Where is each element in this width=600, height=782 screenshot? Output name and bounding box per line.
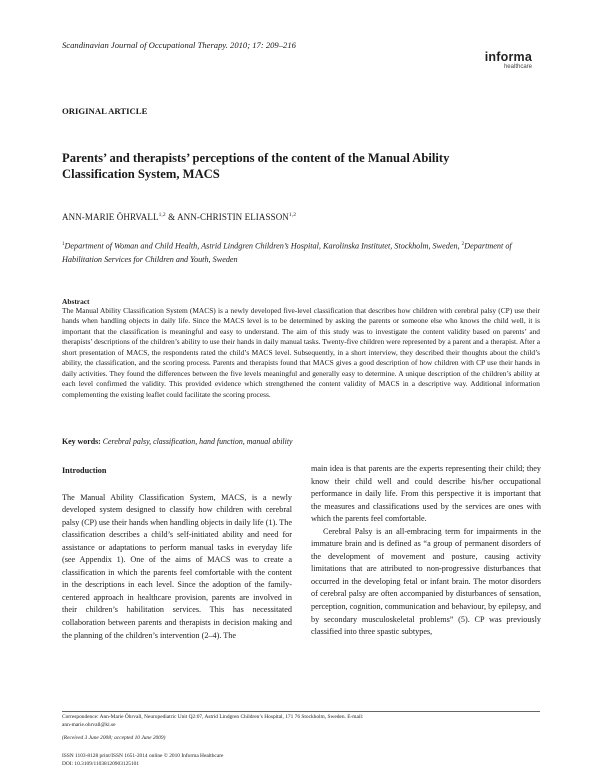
authors <box>62 212 296 222</box>
intro-paragraph-2: main idea is that parents are the experts representing their child; they know their child well and could describe his/her occupational performance in daily life. From this perspective it is important that the measures and classifications used by the services are ones with which the parents feel comfortable. <box>311 464 541 524</box>
introduction-heading: Introduction <box>62 466 107 475</box>
body-column-left <box>62 463 292 642</box>
abstract-heading: Abstract <box>62 297 90 306</box>
received-dates: (Received 3 June 2008; accepted 10 June 2009) <box>62 735 166 741</box>
publisher-logo <box>485 51 532 71</box>
author-1: ANN-MARIE ÖHRVALL <box>62 212 159 222</box>
affil-2: Department of Habilitation Services for Children and Youth, Sweden <box>62 241 512 264</box>
correspondence-line-1: Correspondence: Ann-Marie Öhrvall, Neuropediatric Unit Q2:07, Astrid Lindgren Children’s Hospital, 171 76 Stockholm, Sweden. E-mail: <box>62 714 364 720</box>
issn-doi <box>62 752 223 768</box>
title-line-1: Parents’ and therapists’ perceptions of the content of the Manual Ability <box>62 151 450 165</box>
title-line-2: Classification System, MACS <box>62 167 220 181</box>
author-1-affil: 1,2 <box>158 212 166 218</box>
affil-1-marker: 1 <box>62 242 65 247</box>
publisher-sub: healthcare <box>503 64 532 70</box>
journal-citation: Scandinavian Journal of Occupational Therapy. 2010; 17: 209–216 <box>62 40 296 50</box>
affil-2-marker: 2 <box>461 242 465 247</box>
affiliations <box>62 238 540 266</box>
correspondence <box>62 713 540 729</box>
keywords-label: Key words: <box>62 437 101 446</box>
intro-paragraph-3: Cerebral Palsy is an all-embracing term for impairments in the immature brain and is defined as “a group of permanent disorders of the development of movement and posture, causing activity limitations that are attributed to non-progressive disturbances that occurred in the developing fetal or infant brain. The motor disorders of cerebral palsy are often accompanied by disturbances of sensation, perception, cognition, communication and behaviour, by epilepsy, and by secondary musculoskeletal problems” (5). CP was previously classified into three spastic subtypes, <box>311 526 541 637</box>
footer-divider <box>62 711 540 712</box>
publisher-name: informa <box>484 50 532 64</box>
article-type: ORIGINAL ARTICLE <box>62 106 148 116</box>
article-title <box>62 150 532 182</box>
author-separator: & <box>165 212 178 222</box>
keywords <box>62 437 540 446</box>
keywords-terms: Cerebral palsy, classification, hand function, manual ability <box>102 437 293 446</box>
correspondence-email: ann-marie.ohrvall@ki.se <box>62 722 116 728</box>
affil-1: Department of Woman and Child Health, Astrid Lindgren Children’s Hospital, Karolinska Institutet, Stockholm, Sweden, <box>64 241 462 251</box>
author-2-affil: 1,2 <box>288 212 297 218</box>
abstract-text: The Manual Ability Classification System (MACS) is a newly developed five-level classification that describes how children with cerebral palsy (CP) use their hands when handling objects in daily life. Since the MACS level is to be determined by asking the parents or someone else who knows the child well, it is important that the classification is meaningful and easy to understand. The aim of this study was to investigate the content validity based on parents’ and therapists’ descriptions of the children’s ability to use their hands in daily manual tasks. Twenty-five children were represented by a parent and a therapist. After a short presentation of MACS, the respondents rated the child’s MACS level. Subsequently, in a short interview, they described their thoughts about the child’s ability, the classification, and the scoring process. Parents and therapists found that MACS gives a good description of how children with CP use their hands in daily activities. They found the differences between the five levels meaningful and generally easy to determine. A unique description of the children’s ability at each level confirmed the validity. This provided evidence which strengthened the content validity of MACS in a descriptive way. Additional information complementing the existing leaflet could facilitate the scoring process. <box>62 306 541 399</box>
body-column-right <box>311 463 541 639</box>
intro-paragraph-1: The Manual Ability Classification System, MACS, is a newly developed system designed to classify how children with cerebral palsy (CP) use their hands when handling objects in daily life (1). The classification describes a child’s self-initiated ability and need for assistance or adaptations to perform manual tasks in everyday life (see Appendix 1). One of the aims of MACS was to create a classification in which the parents feel comfortable with the content in the descriptions in each level. Since the adoption of the family-centered approach in healthcare provision, parents are involved in their children’s habilitation services. This has necessitated collaboration between parents and therapists in decision making and the planning of the children’s intervention (2–4). The <box>62 492 292 640</box>
issn: ISSN 1103-8128 print/ISSN 1651-2014 online © 2010 Informa Healthcare <box>62 753 224 759</box>
author-2: ANN-CHRISTIN ELIASSON <box>177 212 289 222</box>
doi: DOI: 10.3109/11038120903125101 <box>62 761 140 767</box>
